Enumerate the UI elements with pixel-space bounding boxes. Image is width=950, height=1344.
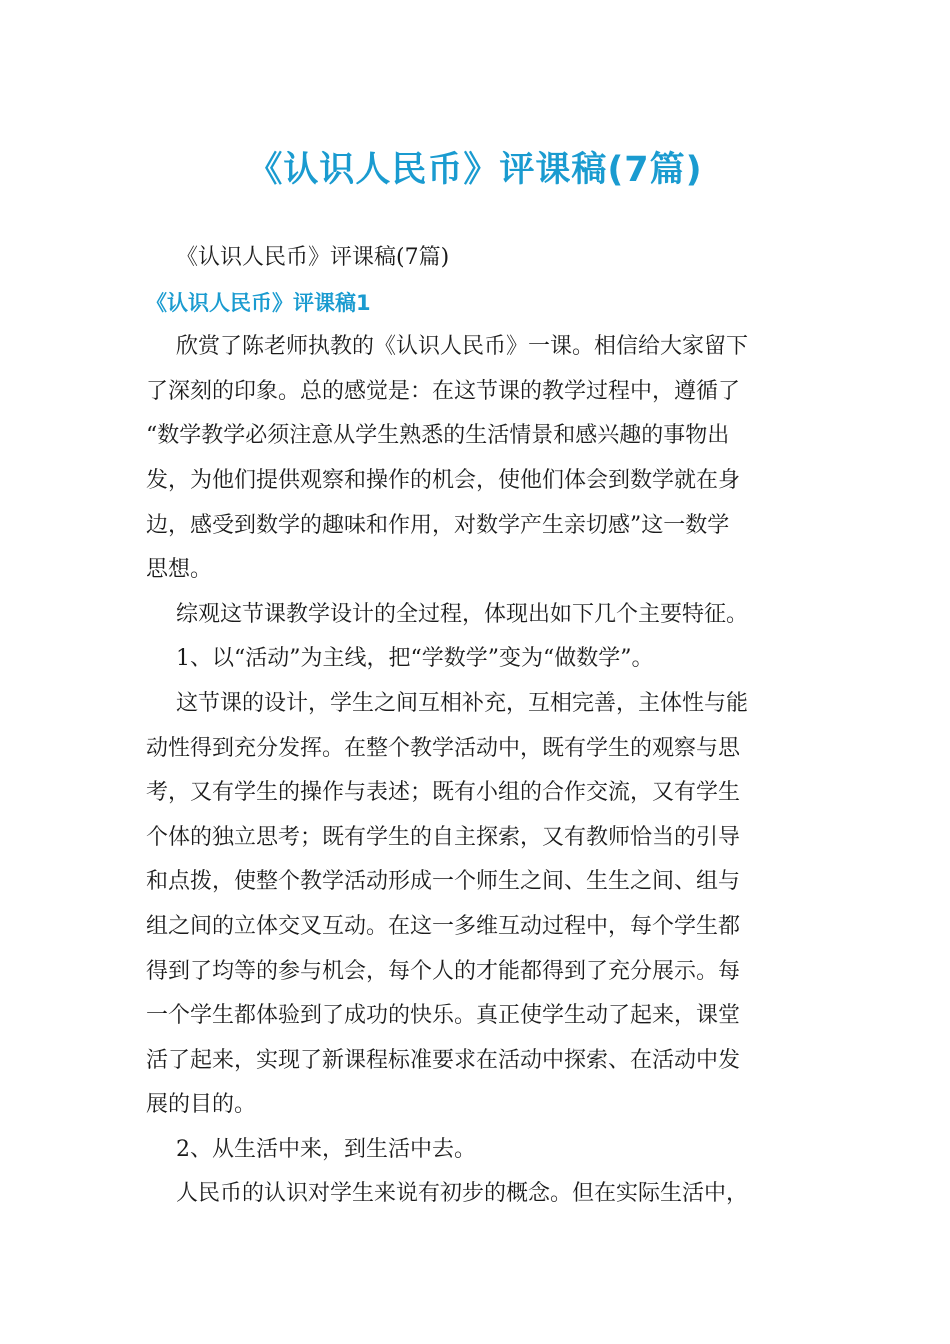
paragraph-line: 这节课的设计，学生之间互相补充，互相完善，主体性与能 <box>176 690 749 716</box>
paragraph-line: 思想。 <box>146 557 213 583</box>
section-heading-1: 《认识人民币》评课稿1 <box>146 290 371 315</box>
document-subtitle: 《认识人民币》评课稿(7篇) <box>176 245 450 270</box>
paragraph-line: 得到了均等的参与机会，每个人的才能都得到了充分展示。每 <box>146 958 741 984</box>
paragraph-line: 组之间的立体交叉互动。在这一多维互动过程中，每个学生都 <box>146 913 741 939</box>
paragraph-activity <box>146 682 806 1128</box>
paragraph-line: 人民币的认识对学生来说有初步的概念。但在实际生活中， <box>176 1181 749 1207</box>
paragraph-line: 展的目的。 <box>146 1092 257 1118</box>
paragraph-line: 欣赏了陈老师执教的《认识人民币》一课。相信给大家留下 <box>176 334 749 360</box>
paragraph-overview: 综观这节课教学设计的全过程，体现出如下几个主要特征。 <box>176 601 749 627</box>
paragraph-line: 了深刻的印象。总的感觉是：在这节课的教学过程中，遵循了 <box>146 378 741 404</box>
document-body <box>146 236 806 1217</box>
point-heading-2: 2、从生活中来，到生活中去。 <box>176 1136 476 1162</box>
paragraph-line: 边，感受到数学的趣味和作用，对数学产生亲切感”这一数学 <box>146 512 730 538</box>
paragraph-line: 和点拨，使整个教学活动形成一个师生之间、生生之间、组与 <box>146 869 741 895</box>
paragraph-line: 动性得到充分发挥。在整个教学活动中，既有学生的观察与思 <box>146 735 741 761</box>
paragraph-intro <box>146 325 806 593</box>
paragraph-life <box>146 1172 806 1217</box>
paragraph-line: 考，又有学生的操作与表述；既有小组的合作交流，又有学生 <box>146 780 741 806</box>
paragraph-line: 活了起来，实现了新课程标准要求在活动中探索、在活动中发 <box>146 1047 741 1073</box>
paragraph-line: 发，为他们提供观察和操作的机会，使他们体会到数学就在身 <box>146 467 741 493</box>
point-heading-1: 1、以“活动”为主线，把“学数学”变为“做数学”。 <box>176 646 654 672</box>
paragraph-line: 个体的独立思考；既有学生的自主探索，又有教师恰当的引导 <box>146 824 741 850</box>
paragraph-line: 一个学生都体验到了成功的快乐。真正使学生动了起来，课堂 <box>146 1003 741 1029</box>
document-title: 《认识人民币》评课稿(7篇) <box>247 150 703 190</box>
paragraph-line: “数学教学必须注意从学生熟悉的生活情景和感兴趣的事物出 <box>146 423 730 449</box>
